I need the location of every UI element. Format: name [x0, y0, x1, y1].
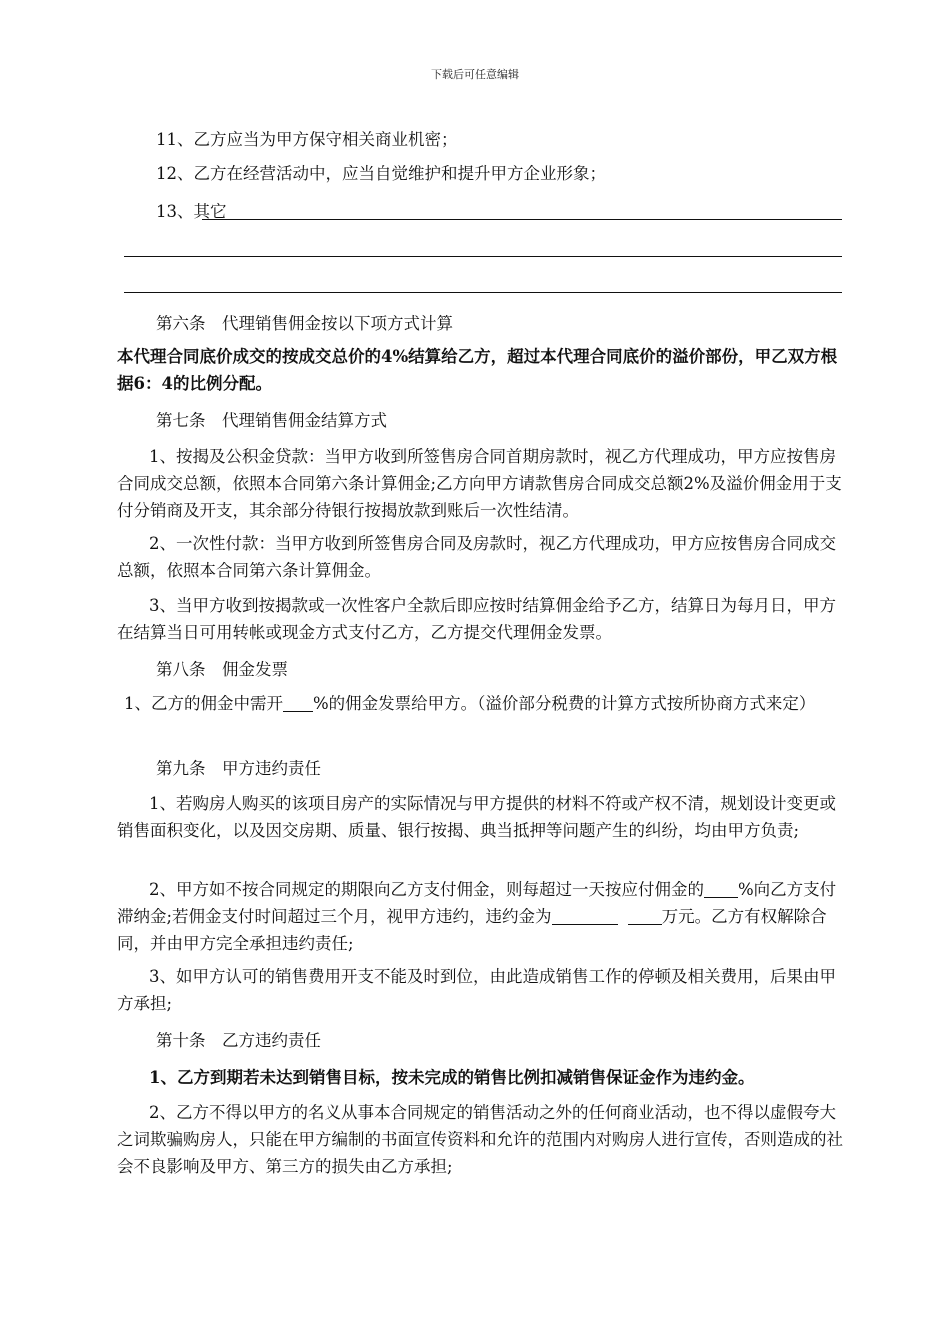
- article-9-p2-text-c: 万元。乙方有权解除合同，并由甲方完全承担违约责任;: [117, 907, 827, 953]
- fill-line-2: [124, 256, 842, 257]
- article-7-para-3: 3、当甲方收到按揭款或一次性客户全款后即应按时结算佣金给予乙方，结算日为每月日，甲方在结算当日可用转帐或现金方式支付乙方，乙方提交代理佣金发票。: [117, 596, 836, 642]
- article-6-title: 第六条 代理销售佣金按以下项方式计算: [156, 314, 453, 333]
- blank-penalty-2: [628, 906, 662, 925]
- article-7-para-2: 2、一次性付款：当甲方收到所签售房合同及房款时，视乙方代理成功，甲方应按售房合同成交总额，依照本合同第六条计算佣金。: [117, 534, 836, 580]
- page-header: 下载后可任意编辑: [431, 68, 519, 81]
- article-8-text-b: %的佣金发票给甲方。（溢价部分税费的计算方式按所协商方式来定）: [313, 694, 816, 713]
- article-9-para-3: 3、如甲方认可的销售费用开支不能及时到位，由此造成销售工作的停顿及相关费用，后果由甲方承担;: [117, 967, 836, 1013]
- article-7-title: 第七条 代理销售佣金结算方式: [156, 411, 387, 430]
- clause-11: 11、乙方应当为甲方保守相关商业机密；: [156, 130, 458, 149]
- article-6-body: 本代理合同底价成交的按成交总价的4%结算给乙方，超过本代理合同底价的溢价部份，甲乙双方根据6：4的比例分配。: [117, 347, 838, 393]
- article-9-para-1: 1、若购房人购买的该项目房产的实际情况与甲方提供的材料不符或产权不清，规划设计变更或销售面积变化，以及因交房期、质量、银行按揭、典当抵押等问题产生的纠纷，均由甲方负责;: [117, 794, 836, 840]
- blank-percent: [283, 693, 313, 712]
- article-8-para-1: [124, 690, 844, 717]
- article-9-p2-text-a: 2、甲方如不按合同规定的期限向乙方支付佣金，则每超过一天按应付佣金的: [149, 880, 704, 899]
- clause-12: 12、乙方在经营活动中，应当自觉维护和提升甲方企业形象；: [156, 164, 606, 183]
- article-9-p2-text-b: %向乙方支付滞纳金;若佣金支付时间超过三个月，视甲方违约，违约金为: [117, 880, 837, 926]
- clause-13: 13、其它: [156, 202, 227, 221]
- article-10-title: 第十条 乙方违约责任: [156, 1031, 321, 1050]
- article-10-para-1: 1、乙方到期若未达到销售目标，按未完成的销售比例扣减销售保证金作为违约金。: [149, 1068, 755, 1087]
- fill-line-1: [202, 219, 842, 220]
- article-9-para-2: [117, 876, 845, 957]
- article-9-title: 第九条 甲方违约责任: [156, 759, 321, 778]
- blank-late-fee-percent: [704, 879, 738, 898]
- fill-line-3: [124, 292, 842, 293]
- article-10-para-2: 2、乙方不得以甲方的名义从事本合同规定的销售活动之外的任何商业活动，也不得以虚假夸大之词欺骗购房人，只能在甲方编制的书面宣传资料和允许的范围内对购房人进行宣传，否则造成的社会不良影响及甲方、第三方的损失由乙方承担;: [117, 1103, 843, 1176]
- article-7-para-1: 1、按揭及公积金贷款：当甲方收到所签售房合同首期房款时，视乙方代理成功，甲方应按售房合同成交总额，依照本合同第六条计算佣金;乙方向甲方请款售房合同成交总额2%及溢价佣金用于支付分销商及开支，其余部分待银行按揭放款到账后一次性结清。: [117, 447, 842, 520]
- article-8-title: 第八条 佣金发票: [156, 660, 288, 679]
- article-8-text-a: 1、乙方的佣金中需开: [124, 694, 283, 713]
- blank-penalty-1: [552, 906, 618, 925]
